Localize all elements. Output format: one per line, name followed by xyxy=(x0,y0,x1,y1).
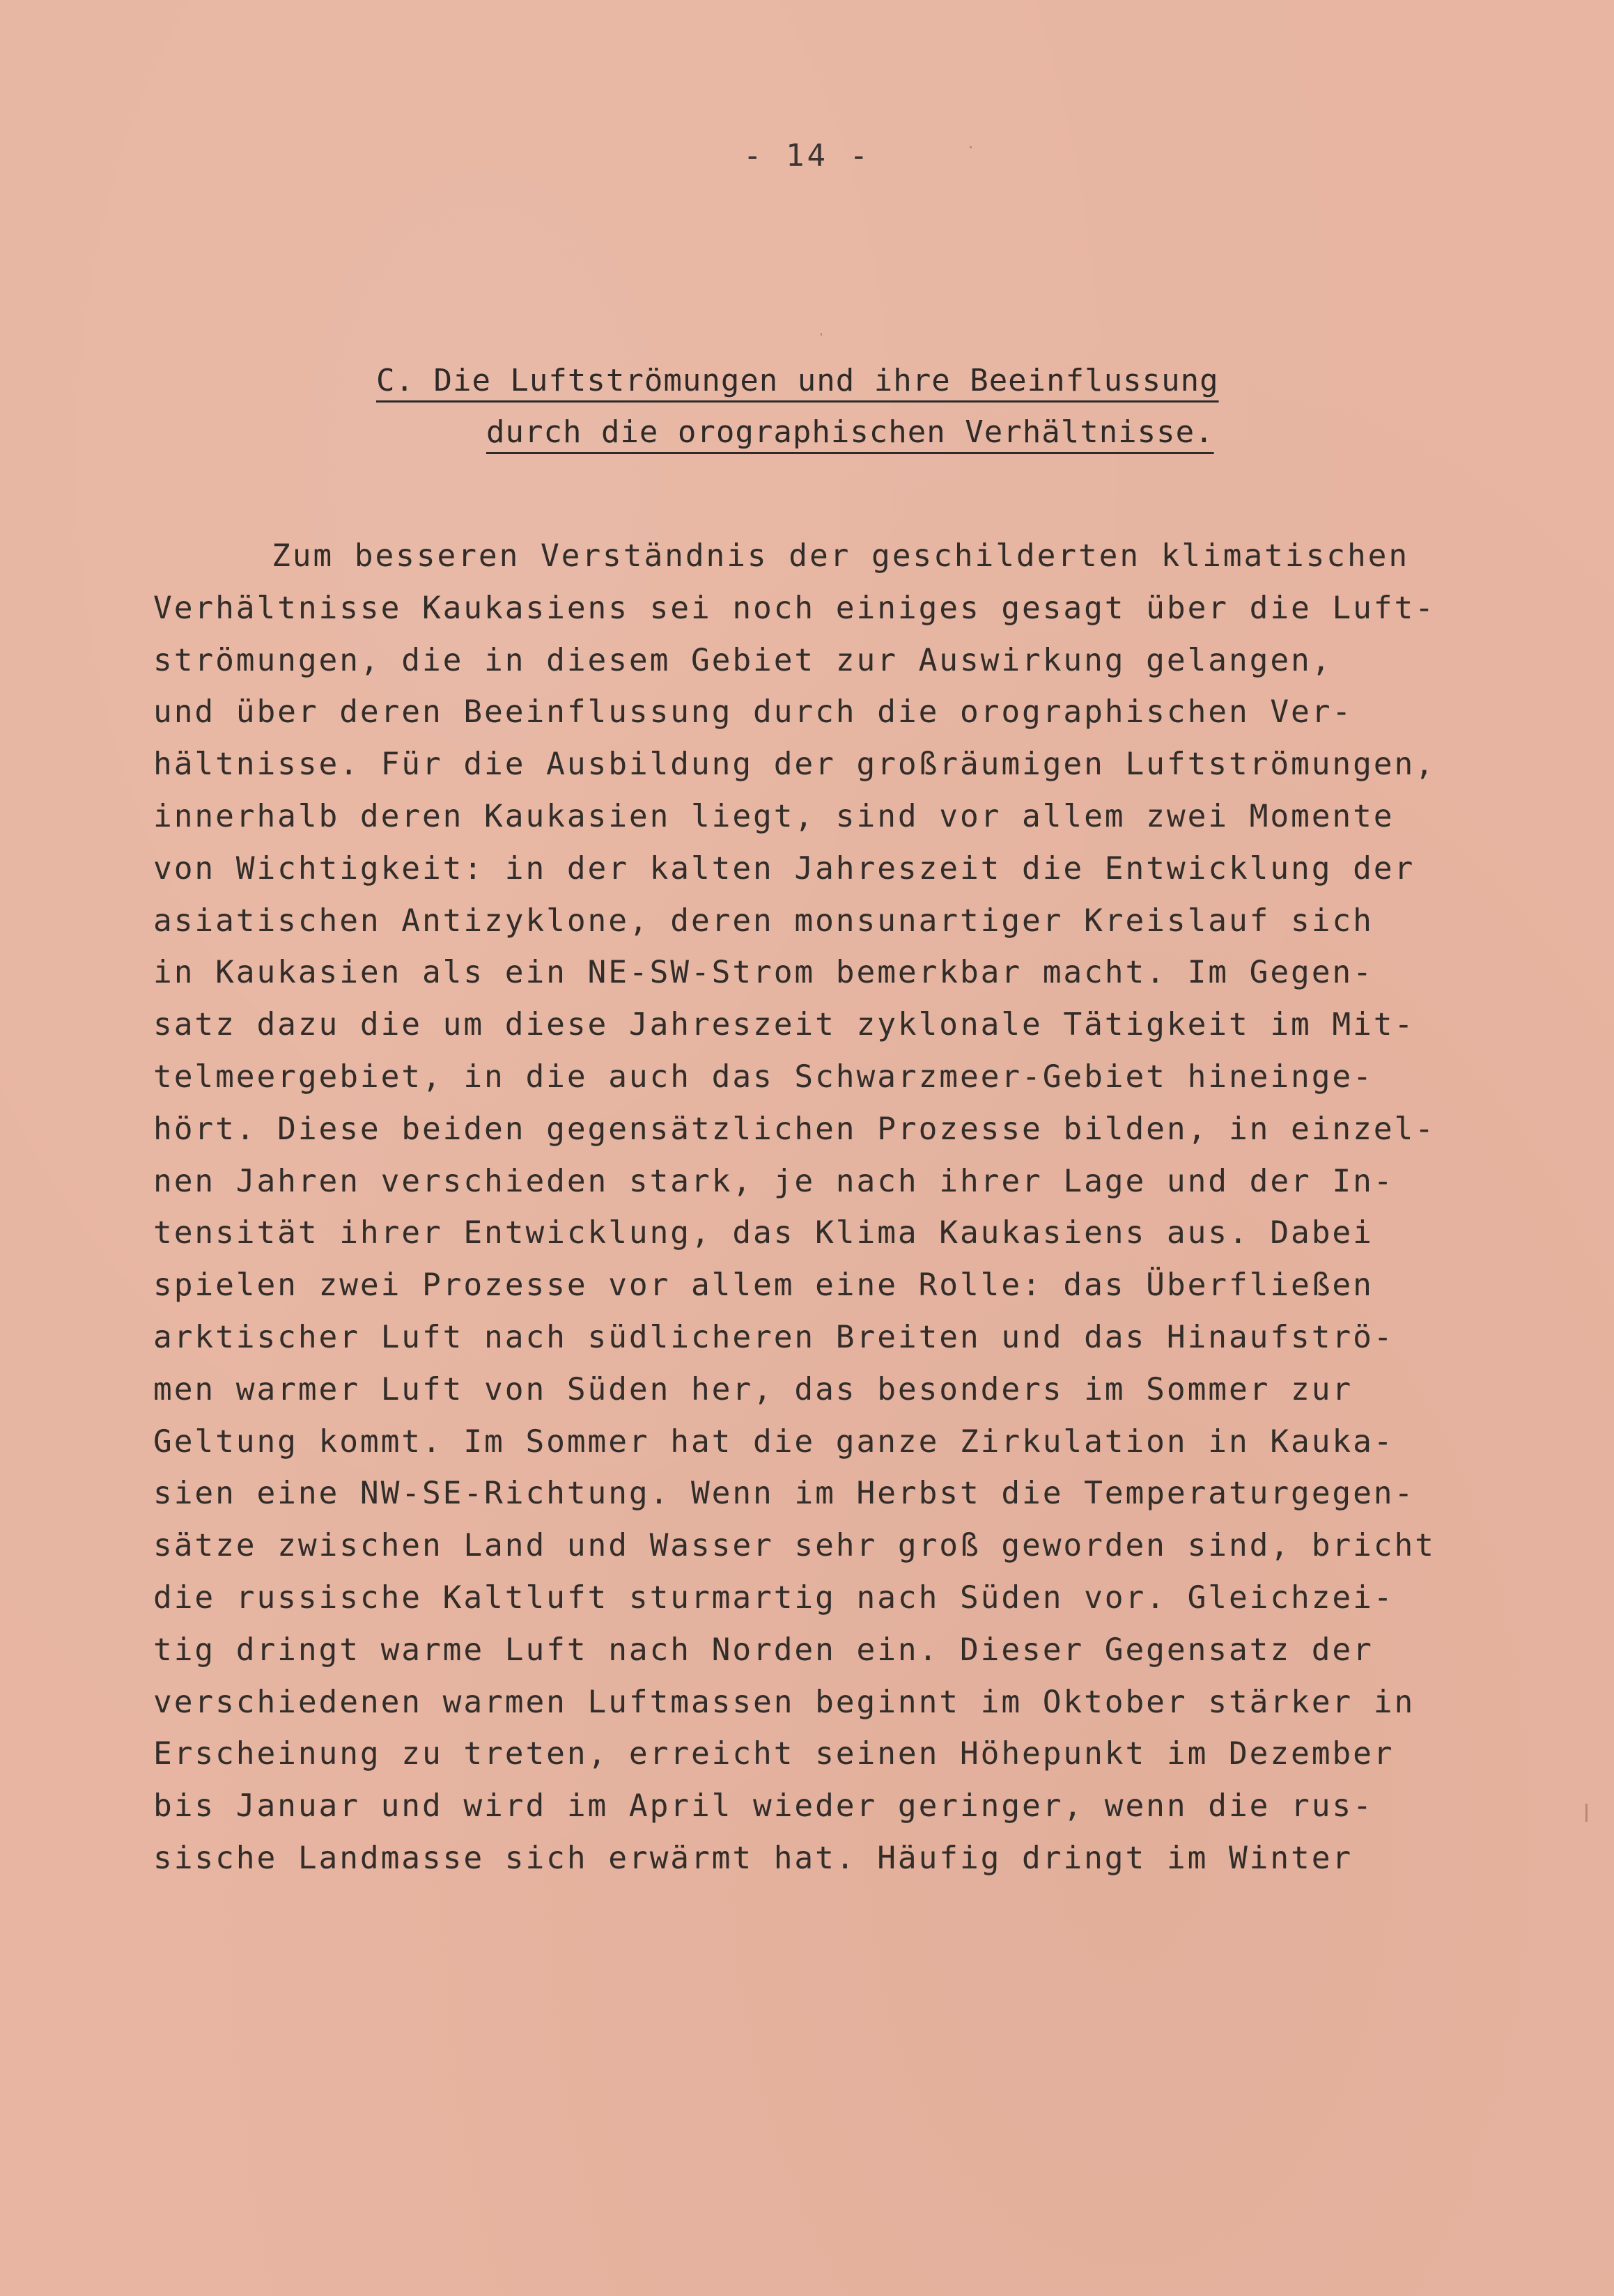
body-line: Geltung kommt. Im Sommer hat die ganze Zirkulation in Kauka- xyxy=(153,1423,1395,1460)
body-line: sische Landmasse sich erwärmt hat. Häufig dringt im Winter xyxy=(153,1840,1353,1876)
body-line: nen Jahren verschieden stark, je nach ihrer Lage und der In- xyxy=(153,1163,1395,1199)
body-line: tig dringt warme Luft nach Norden ein. Dieser Gegensatz der xyxy=(153,1632,1374,1668)
body-line: spielen zwei Prozesse vor allem eine Rolle: das Überfließen xyxy=(153,1267,1374,1304)
body-line: sien eine NW-SE-Richtung. Wenn im Herbst die Temperaturgegen- xyxy=(153,1476,1415,1512)
body-line: Verhältnisse Kaukasiens sei noch einiges gesagt über die Luft- xyxy=(153,590,1436,626)
heading-line-2-text: durch die orographischen Verhältnisse. xyxy=(486,414,1214,450)
body-line: tensität ihrer Entwicklung, das Klima Kaukasiens aus. Dabei xyxy=(153,1215,1374,1251)
heading-line-1 xyxy=(376,355,1386,407)
body-line: von Wichtigkeit: in der kalten Jahreszeit die Entwicklung der xyxy=(153,850,1415,887)
page-number: - 14 - xyxy=(743,138,871,173)
body-line: die russische Kaltluft sturmartig nach Süden vor. Gleichzei- xyxy=(153,1579,1395,1616)
heading-line-1-text: C. Die Luftströmungen und ihre Beeinflussung xyxy=(376,363,1219,398)
body-line: bis Januar und wird im April wieder geringer, wenn die rus- xyxy=(153,1788,1374,1825)
body-line: telmeergebiet, in die auch das Schwarzmeer-Gebiet hineinge- xyxy=(153,1059,1374,1095)
body-line: men warmer Luft von Süden her, das besonders im Sommer zur xyxy=(153,1371,1353,1407)
body-paragraph xyxy=(153,531,1498,1885)
body-line: hört. Diese beiden gegensätzlichen Prozesse bilden, in einzel- xyxy=(153,1111,1436,1147)
body-line: innerhalb deren Kaukasien liegt, sind vor allem zwei Momente xyxy=(153,798,1395,834)
body-line: und über deren Beeinflussung durch die orographischen Ver- xyxy=(153,694,1353,731)
body-line: hältnisse. Für die Ausbildung der großräumigen Luftströmungen, xyxy=(153,747,1436,783)
paper-speck xyxy=(1585,1804,1588,1822)
body-line: asiatischen Antizyklone, deren monsunartiger Kreislauf sich xyxy=(153,903,1374,939)
body-line: satz dazu die um diese Jahreszeit zyklonale Tätigkeit im Mit- xyxy=(153,1007,1415,1043)
body-line: Erscheinung zu treten, erreicht seinen Höhepunkt im Dezember xyxy=(153,1736,1395,1772)
body-line: arktischer Luft nach südlicheren Breiten und das Hinaufströ- xyxy=(153,1319,1395,1355)
body-line: Zum besseren Verständnis der geschilderten klimatischen xyxy=(272,538,1410,574)
paper-speck xyxy=(970,146,972,148)
heading-line-2 xyxy=(376,407,1386,458)
body-line: verschiedenen warmen Luftmassen beginnt im Oktober stärker in xyxy=(153,1684,1415,1720)
paper-speck xyxy=(821,333,822,336)
body-line: sätze zwischen Land und Wasser sehr groß geworden sind, bricht xyxy=(153,1528,1436,1564)
body-line: in Kaukasien als ein NE-SW-Strom bemerkbar macht. Im Gegen- xyxy=(153,955,1374,991)
section-heading xyxy=(376,355,1386,458)
body-line: strömungen, die in diesem Gebiet zur Auswirkung gelangen, xyxy=(153,642,1333,678)
